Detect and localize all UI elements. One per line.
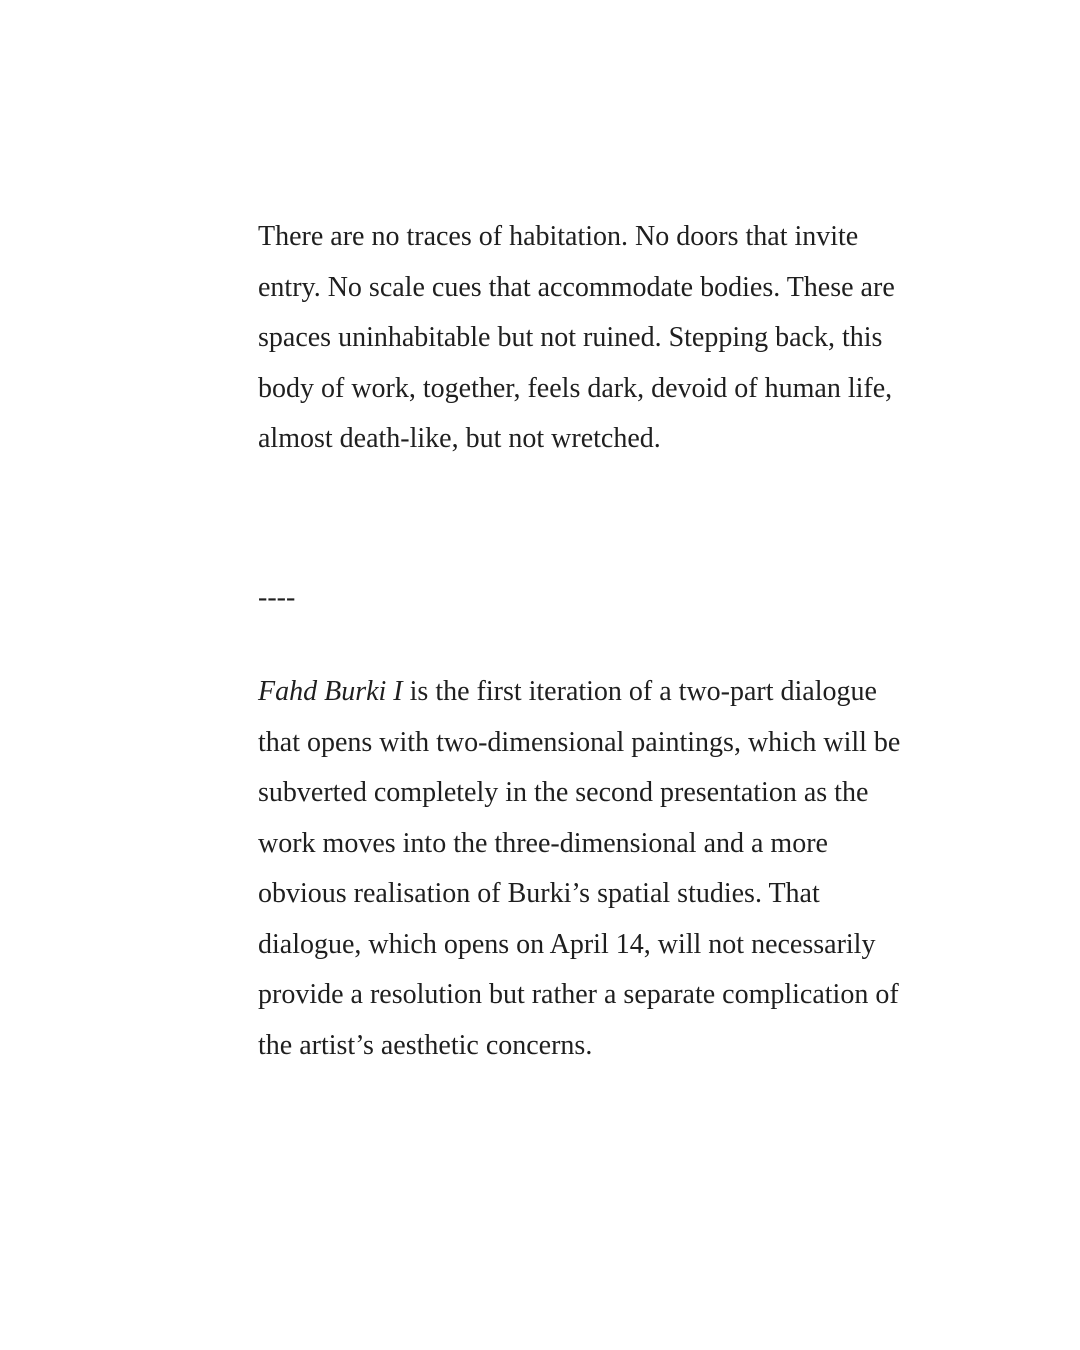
text-line: entry. No scale cues that accommodate bodies. These are xyxy=(258,271,895,303)
section-separator: ---- xyxy=(258,582,296,613)
text-line: provide a resolution but rather a separate complication of xyxy=(258,979,899,1010)
text-line: body of work, together, feels dark, devoid of human life, xyxy=(258,372,893,404)
text-line: the artist’s aesthetic concerns. xyxy=(258,1029,593,1061)
text-line-first-rest: is the first iteration of a two-part dialogue xyxy=(402,676,877,707)
text-line: dialogue, which opens on April 14, will not necessarily xyxy=(258,928,876,960)
text-line: that opens with two-dimensional paintings, which will be xyxy=(258,726,901,758)
text-line: work moves into the three-dimensional and a more xyxy=(258,827,828,859)
exhibition-title: Fahd Burki I xyxy=(258,676,403,707)
text-line: spaces uninhabitable but not ruined. Stepping back, this xyxy=(258,322,883,353)
text-line: almost death-like, but not wretched. xyxy=(258,423,661,454)
text-line: subverted completely in the second presentation as the xyxy=(258,777,869,808)
text-line-first xyxy=(258,667,938,718)
text-line: There are no traces of habitation. No doors that invite xyxy=(258,221,859,252)
paragraph-habitation xyxy=(258,212,938,465)
text-line: obvious realisation of Burki’s spatial studies. That xyxy=(258,878,820,909)
paragraph-exhibition xyxy=(258,667,938,1071)
